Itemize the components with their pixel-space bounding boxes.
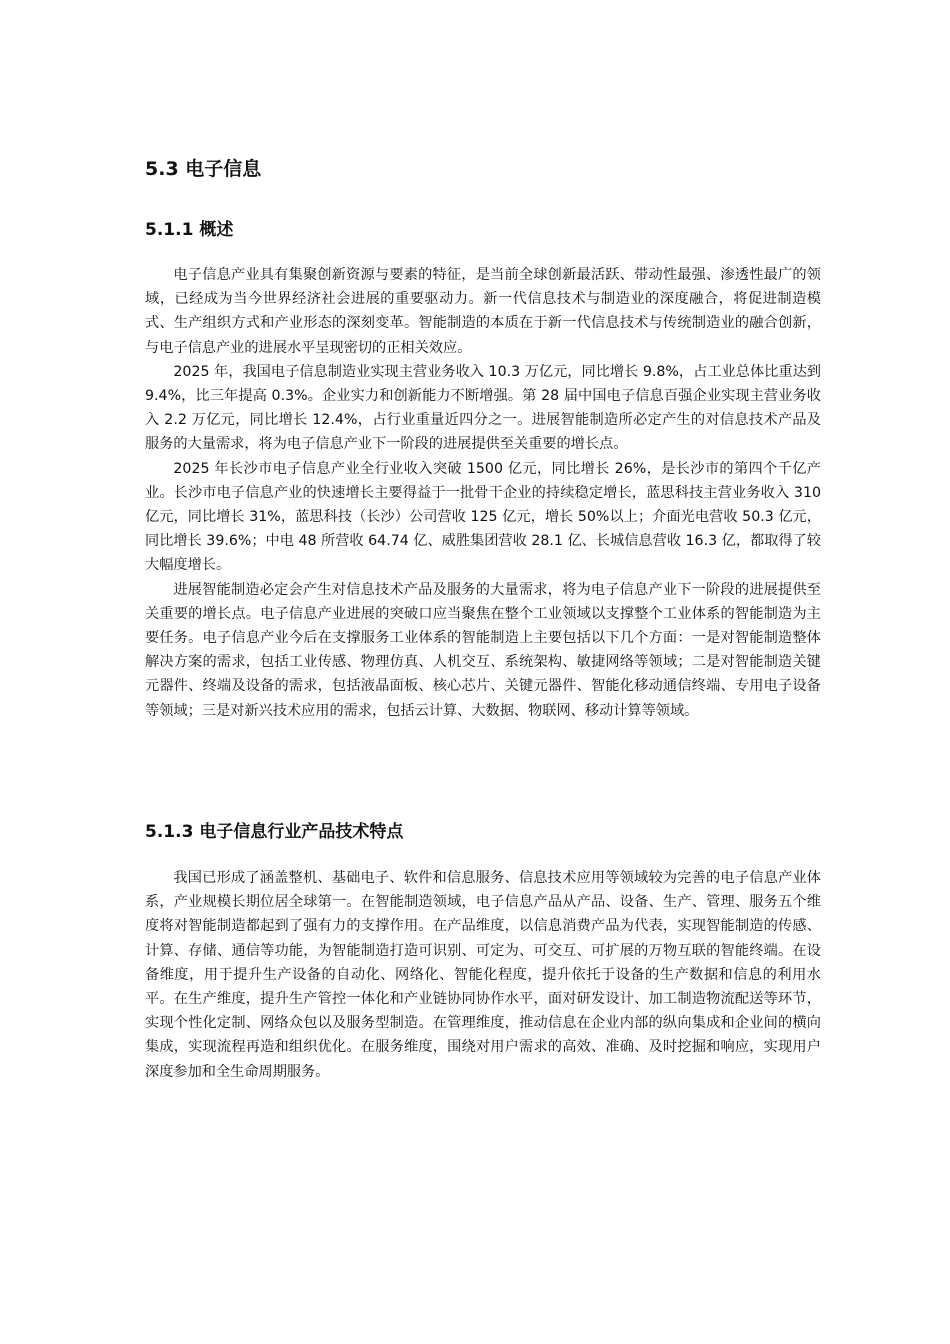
overview-paragraph-4: 进展智能制造必定会产生对信息技术产品及服务的大量需求，将为电子信息产业下一阶段的进展提供至关重要的增长点。电子信息产业进展的突破口应当聚焦在整个工业领域以支撑整个工业体系的智能制造为主要任务。电子信息产业今后在支撑服务工业体系的智能制造上主要包括以下几个方面：一是对智能制造整体解决方案的需求，包括工业传感、物理仿真、人机交互、系统架构、敏捷网络等领域；二是对智能制造关键元器件、终端及设备的需求，包括液晶面板、核心芯片、关键元器件、智能化移动通信终端、专用电子设备等领域；三是对新兴技术应用的需求，包括云计算、大数据、物联网、移动计算等领域。: [145, 581, 821, 719]
section-title: 5.3 电子信息: [145, 158, 262, 180]
overview-paragraph-2: 2025 年，我国电子信息制造业实现主营业务收入 10.3 万亿元，同比增长 9.8%，占工业总体比重达到 9.4%，比三年提高 0.3%。企业实力和创新能力不断增强。第 28 届中国电子信息百强企业实现主营业务收入 2.2 万亿元，同比增长 12.4%，占行业重量近四分之一。进展智能制造所必定产生的对信息技术产品及服务的大量需求，将为电子信息产业下一阶段的进展提供至关重要的增长点。: [145, 363, 821, 453]
overview-paragraph-1: 电子信息产业具有集聚创新资源与要素的特征，是当前全球创新最活跃、带动性最强、渗透性最广的领域，已经成为当今世界经济社会进展的重要驱动力。新一代信息技术与制造业的深度融合，将促进制造模式、生产组织方式和产业形态的深刻变革。智能制造的本质在于新一代信息技术与传统制造业的融合创新，与电子信息产业的进展水平呈现密切的正相关效应。: [145, 267, 821, 356]
features-paragraph-1: 我国已形成了涵盖整机、基础电子、软件和信息服务、信息技术应用等领域较为完善的电子信息产业体系，产业规模长期位居全球第一。在智能制造领域，电子信息产品从产品、设备、生产、管理、服务五个维度将对智能制造都起到了强有力的支撑作用。在产品维度，以信息消费产品为代表，实现智能制造的传感、计算、存储、通信等功能，为智能制造打造可识别、可定为、可交互、可扩展的万物互联的智能终端。在设备维度，用于提升生产设备的自动化、网络化、智能化程度，提升依托于设备的生产数据和信息的利用水平。在生产维度，提升生产管控一体化和产业链协同协作水平，面对研发设计、加工制造物流配送等环节，实现个性化定制、网络众包以及服务型制造。在管理维度，推动信息在企业内部的纵向集成和企业间的横向集成，实现流程再造和组织优化。在服务维度，围绕对用户需求的高效、准确、及时挖掘和响应，实现用户深度参加和全生命周期服务。: [145, 870, 821, 1080]
features-heading: 5.1.3 电子信息行业产品技术特点: [145, 822, 404, 842]
overview-heading: 5.1.1 概述: [145, 220, 234, 240]
features-body: [145, 866, 821, 1084]
overview-body: [145, 263, 821, 723]
overview-paragraph-3: 2025 年长沙市电子信息产业全行业收入突破 1500 亿元，同比增长 26%，是长沙市的第四个千亿产业。长沙市电子信息产业的快速增长主要得益于一批骨干企业的持续稳定增长，蓝思科技主营业务收入 310 亿元，同比增长 31%，蓝思科技（长沙）公司营收 125 亿元，增长 50%以上；介面光电营收 50.3 亿元，同比增长 39.6%；中电 48 所营收 64.74 亿、威胜集团营收 28.1 亿、长城信息营收 16.3 亿，都取得了较大幅度增长。: [145, 460, 821, 574]
